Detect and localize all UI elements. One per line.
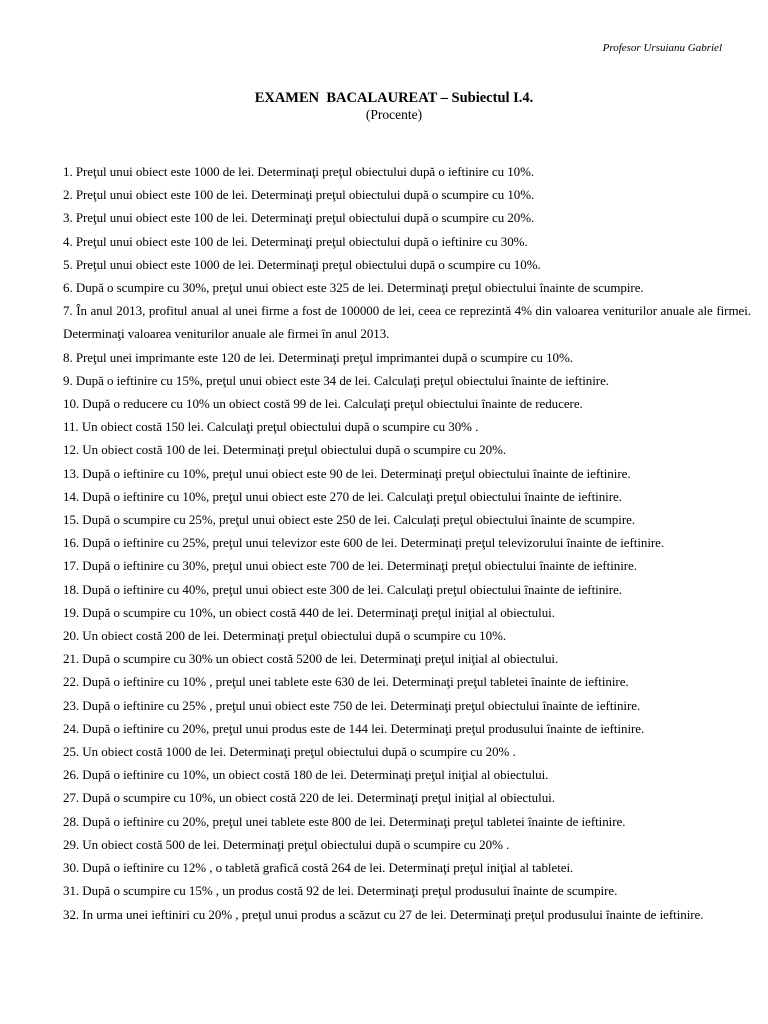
author-name: Profesor Ursuianu Gabriel xyxy=(602,42,722,54)
problem-item: 13. După o ieftinire cu 10%, preţul unui obiect este 90 de lei. Determinaţi preţul obiectului înainte de ieftinire. xyxy=(63,465,631,481)
problem-item: 2. Preţul unui obiect este 100 de lei. Determinaţi preţul obiectului după o scumpire cu 10%. xyxy=(63,187,535,203)
problem-item: 11. Un obiect costă 150 lei. Calculaţi preţul obiectului după o scumpire cu 30% . xyxy=(63,419,479,435)
problem-item: 16. După o ieftinire cu 25%, preţul unui televizor este 600 de lei. Determinaţi preţul televizorului înainte de ieftinire. xyxy=(63,535,665,551)
problem-item: 10. După o reducere cu 10% un obiect costă 99 de lei. Calculaţi preţul obiectului înainte de reducere. xyxy=(63,396,583,412)
problem-item: 15. După o scumpire cu 25%, preţul unui obiect este 250 de lei. Calculaţi preţul obiectului înainte de scumpire. xyxy=(63,512,636,528)
problem-list xyxy=(63,160,751,926)
problem-item: 30. După o ieftinire cu 12% , o tabletă grafică costă 264 de lei. Determinaţi preţul iniţial al tabletei. xyxy=(63,860,574,876)
problem-item: 32. In urma unei ieftiniri cu 20% , preţul unui produs a scăzut cu 27 de lei. Determinaţi preţul produsului înainte de ieftinire. xyxy=(63,906,704,922)
problem-item: 23. După o ieftinire cu 25% , preţul unui obiect este 750 de lei. Determinaţi preţul obiectului înainte de ieftinire. xyxy=(63,697,641,713)
problem-item: 25. Un obiect costă 1000 de lei. Determinaţi preţul obiectului după o scumpire cu 20% . xyxy=(63,744,516,760)
problem-item: 7. În anul 2013, profitul anual al unei firme a fost de 100000 de lei, ceea ce reprezintă 4% din valoarea veniturilor anuale ale firmei. Determinaţi valoarea veniturilor anuale ale firmei în anul 2013. xyxy=(63,303,751,342)
problem-item: 3. Preţul unui obiect este 100 de lei. Determinaţi preţul obiectului după o scumpire cu 20%. xyxy=(63,210,535,226)
problem-item: 18. După o ieftinire cu 40%, preţul unui obiect este 300 de lei. Calculaţi preţul obiectului înainte de ieftinire. xyxy=(63,581,622,597)
problem-item: 19. După o scumpire cu 10%, un obiect costă 440 de lei. Determinaţi preţul iniţial al obiectului. xyxy=(63,604,555,620)
problem-item: 27. După o scumpire cu 10%, un obiect costă 220 de lei. Determinaţi preţul iniţial al obiectului. xyxy=(63,790,555,806)
problem-item: 20. Un obiect costă 200 de lei. Determinaţi preţul obiectului după o scumpire cu 10%. xyxy=(63,628,507,644)
document-subtitle: (Procente) xyxy=(365,107,423,122)
problem-item: 12. Un obiect costă 100 de lei. Determinaţi preţul obiectului după o scumpire cu 20%. xyxy=(63,442,507,458)
problem-item: 8. Preţul unei imprimante este 120 de lei. Determinaţi preţul imprimantei după o scumpire cu 10%. xyxy=(63,349,573,365)
problem-item: 14. După o ieftinire cu 10%, preţul unui obiect este 270 de lei. Calculaţi preţul obiectului înainte de ieftinire. xyxy=(63,488,622,504)
problem-item: 29. Un obiect costă 500 de lei. Determinaţi preţul obiectului după o scumpire cu 20% . xyxy=(63,836,510,852)
problem-item: 4. Preţul unui obiect este 100 de lei. Determinaţi preţul obiectului după o ieftinire cu 30%. xyxy=(63,233,528,249)
problem-item: 24. După o ieftinire cu 20%, preţul unui produs este de 144 lei. Determinaţi preţul produsului înainte de ieftinire. xyxy=(63,720,645,736)
problem-item: 1. Preţul unui obiect este 1000 de lei. Determinaţi preţul obiectului după o ieftinire cu 10%. xyxy=(63,164,535,179)
problem-item: 5. Preţul unui obiect este 1000 de lei. Determinaţi preţul obiectului după o scumpire cu 10%. xyxy=(63,256,541,272)
problem-item: 22. După o ieftinire cu 10% , preţul unei tablete este 630 de lei. Determinaţi preţul tabletei înainte de ieftinire. xyxy=(63,674,629,690)
problem-item: 28. După o ieftinire cu 20%, preţul unei tablete este 800 de lei. Determinaţi preţul tabletei înainte de ieftinire. xyxy=(63,813,626,829)
problem-item: 9. După o ieftinire cu 15%, preţul unui obiect este 34 de lei. Calculaţi preţul obiectului înainte de ieftinire. xyxy=(63,372,610,388)
problem-item: 26. După o ieftinire cu 10%, un obiect costă 180 de lei. Determinaţi preţul iniţial al obiectului. xyxy=(63,767,549,783)
problem-item: 6. După o scumpire cu 30%, preţul unui obiect este 325 de lei. Determinaţi preţul obiectului înainte de scumpire. xyxy=(63,280,644,296)
problem-item: 21. După o scumpire cu 30% un obiect costă 5200 de lei. Determinaţi preţul iniţial al obiectului. xyxy=(63,651,559,667)
problem-item: 31. După o scumpire cu 15% , un produs costă 92 de lei. Determinaţi preţul produsului înainte de scumpire. xyxy=(63,883,618,899)
problem-item: 17. După o ieftinire cu 30%, preţul unui obiect este 700 de lei. Determinaţi preţul obiectului înainte de ieftinire. xyxy=(63,558,637,574)
document-title: EXAMEN BACALAUREAT – Subiectul I.4. xyxy=(254,90,534,106)
